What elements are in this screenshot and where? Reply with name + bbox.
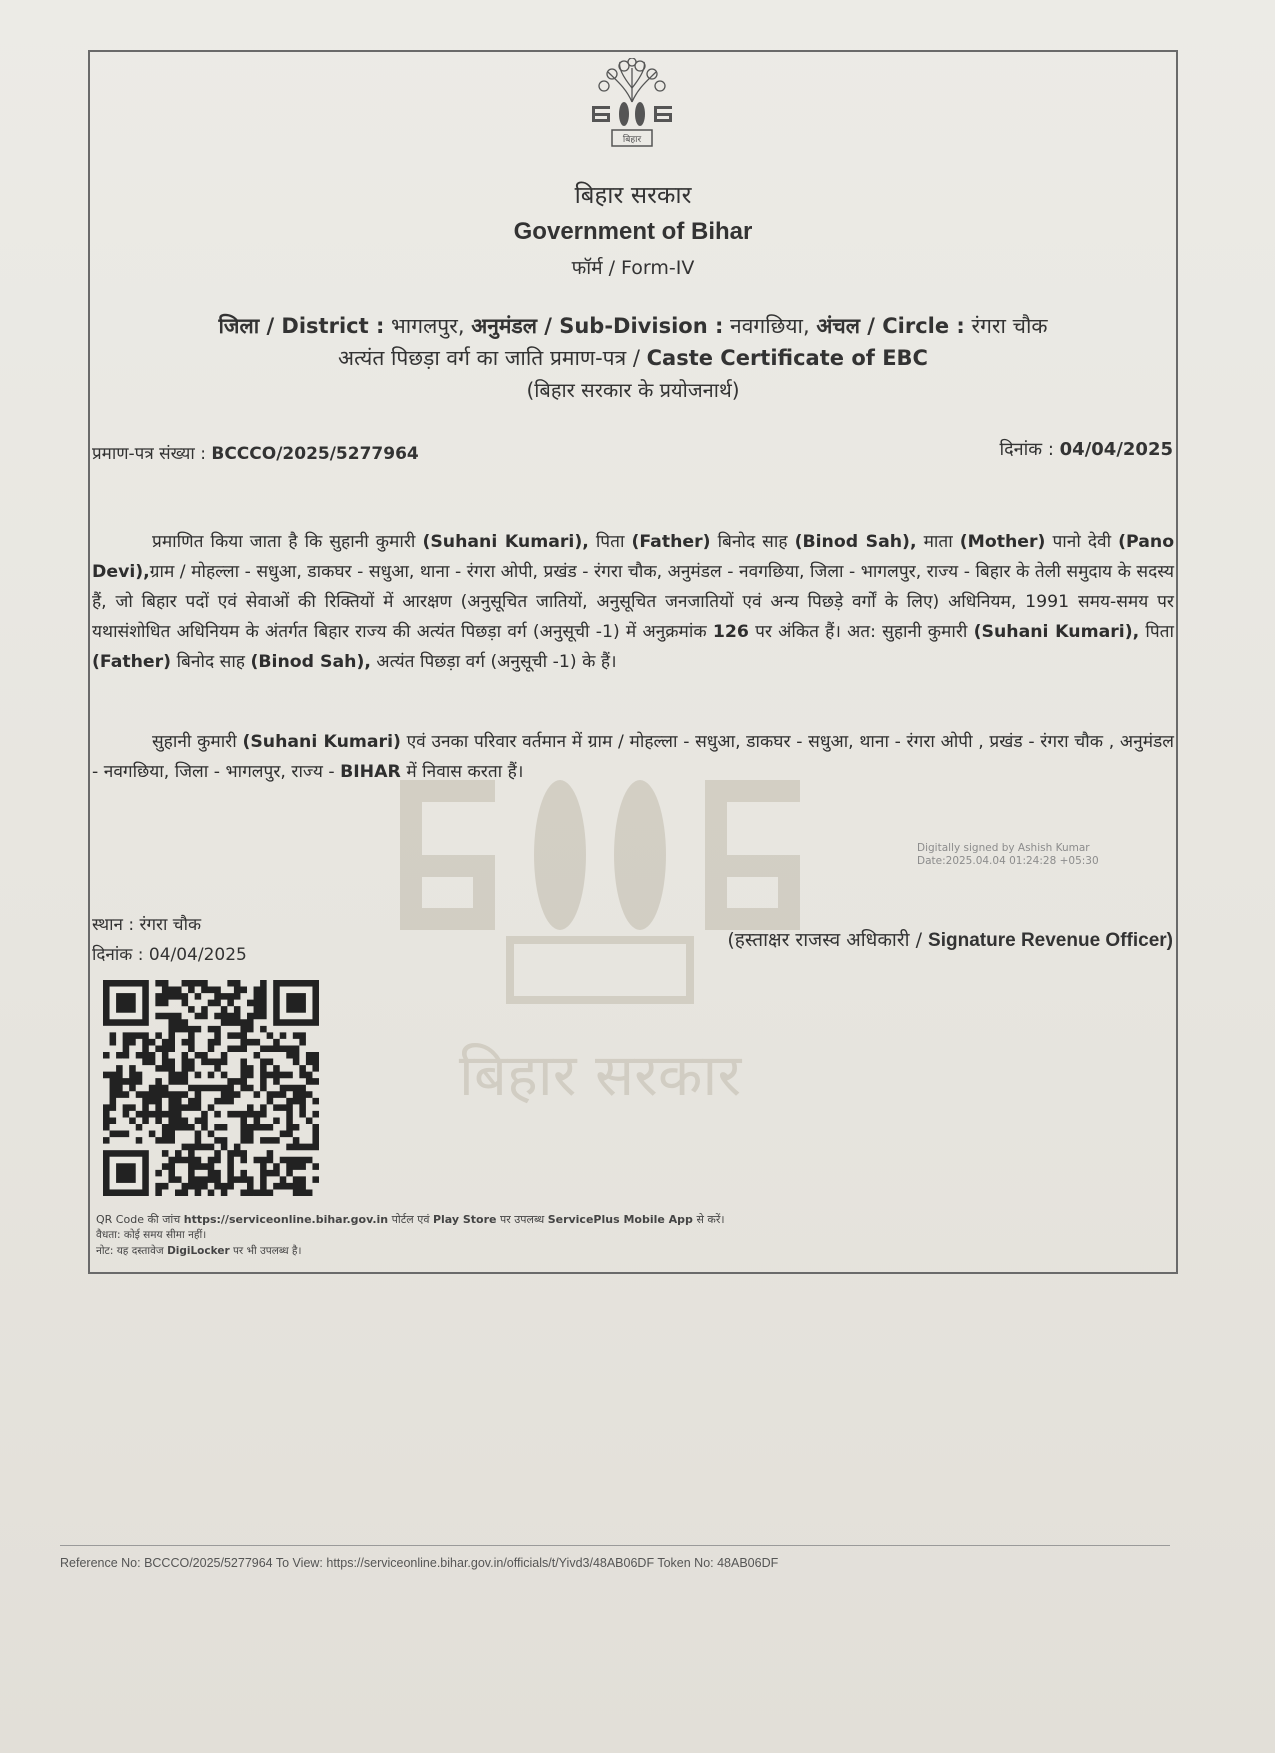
certificate-title-hindi: अत्यंत पिछड़ा वर्ग का जाति प्रमाण-पत्र / — [338, 346, 640, 370]
certificate-purpose: (बिहार सरकार के प्रयोजनार्थ) — [526, 378, 740, 402]
government-title: Government of Bihar — [513, 218, 753, 245]
digital-signature-date: Date:2025.04.04 01:24:28 +05:30 — [917, 855, 1099, 867]
footer-date-label: दिनांक : — [92, 945, 144, 965]
circle-label: अंचल / Circle : — [816, 314, 965, 338]
text-segment: QR Code की जांच — [96, 1213, 181, 1226]
place — [92, 912, 201, 935]
play-store-label: Play Store — [432, 1213, 497, 1226]
watermark-text: बिहार सरकार — [458, 1041, 742, 1109]
issue-date — [999, 437, 1173, 461]
mother-label: (Mother) — [959, 532, 1046, 552]
qr-code — [103, 980, 319, 1196]
signature-label — [727, 926, 1173, 952]
text-segment: बिनोद साह — [176, 652, 245, 672]
certificate-number-value: BCCCO/2025/5277964 — [211, 444, 419, 464]
father-name: (Binod Sah), — [250, 652, 371, 672]
subdivision-label: अनुमंडल / Sub-Division : — [471, 314, 724, 338]
text-segment: पिता — [595, 532, 625, 552]
text-segment: माता — [923, 532, 953, 552]
text-segment: एवं उनका परिवार वर्तमान में ग्राम / मोहल्ला - सधुआ, डाकघर - सधुआ, थाना - रंगरा ओपी , प्रखंड - रंगरा चौक , अनुमंडल - नवगछिया, जिला - भागलपुर, राज्य - — [92, 732, 1175, 782]
reference-divider — [60, 1545, 1170, 1546]
text-segment: पानो देवी — [1052, 532, 1112, 552]
text-segment: में निवास करता हैं। — [406, 762, 524, 782]
certificate-title-english: Caste Certificate of EBC — [646, 346, 928, 370]
text-segment: पिता — [1145, 622, 1174, 642]
issue-date-value: 04/04/2025 — [1059, 439, 1173, 460]
residence-paragraph — [92, 727, 1174, 787]
mother-name: (Pano Devi), — [92, 532, 1175, 582]
digilocker-label: DigiLocker — [167, 1245, 230, 1257]
district-value: भागलपुर, — [391, 314, 465, 338]
father-label: (Father) — [631, 532, 711, 552]
bihar-emblem-logo — [586, 58, 678, 154]
applicant-name: (Suhani Kumari), — [422, 532, 589, 552]
certificate-title — [88, 344, 1178, 372]
digital-signature-signer: Digitally signed by Ashish Kumar — [917, 842, 1090, 854]
place-value: रंगरा चौक — [139, 915, 202, 935]
footer-date — [92, 942, 247, 965]
district-label: जिला / District : — [218, 314, 385, 338]
reference-line: Reference No: BCCCO/2025/5277964 To View: https://serviceonline.bihar.gov.in/officials/t/Yivd3/48AB06DF Token No: 48AB06DF — [60, 1556, 779, 1570]
digital-signature — [917, 842, 1099, 868]
text-segment: पोर्टल एवं — [391, 1213, 430, 1226]
serial-number: 126 — [712, 622, 749, 642]
text-segment: नोट: यह दस्तावेज — [96, 1245, 164, 1257]
state-name: BIHAR — [340, 762, 401, 782]
issue-date-label: दिनांक : — [999, 439, 1054, 460]
certification-paragraph — [92, 527, 1174, 677]
text-segment: ग्राम / मोहल्ला - सधुआ, डाकघर - सधुआ, थाना - रंगरा ओपी, प्रखंड - रंगरा चौक, अनुमंडल - नवगछिया, जिला - भागलपुर, राज्य - बिहार के तेली समुदाय के सदस्य हैं, जो बिहार पदों एवं सेवाओं की रिक्तियों में आरक्षण (अनुसूचित जातियों, अनुसूचित जनजातियों एवं अन्य पिछड़े वर्गों के लिए) अधिनियम, 1991 समय-समय पर यथासंशोधित अधिनियम के अंतर्गत बिहार राज्य की अत्यंत पिछड़ा वर्ग (अनुसूची -1) में अनुक्रमांक — [92, 562, 1174, 642]
applicant-name: (Suhani Kumari), — [973, 622, 1140, 642]
form-number: फॉर्म / Form-IV — [571, 257, 695, 279]
district-line — [88, 312, 1178, 340]
signature-label-english: Signature Revenue Officer) — [928, 930, 1173, 951]
footer-date-value: 04/04/2025 — [148, 945, 247, 965]
father-label: (Father) — [92, 652, 172, 672]
hindi-government-title: बिहार सरकार — [574, 181, 692, 209]
text-segment: बिनोद साह — [717, 532, 788, 552]
text-segment: से करें। — [696, 1213, 725, 1226]
certificate-number-label: प्रमाण-पत्र संख्या : — [92, 444, 206, 464]
emblem-label: बिहार — [622, 135, 642, 145]
qr-verification-note — [96, 1212, 996, 1227]
digilocker-note — [96, 1244, 996, 1258]
app-name: ServicePlus Mobile App — [547, 1213, 693, 1226]
circle-value: रंगरा चौक — [971, 314, 1048, 338]
validity-note: वैधता: कोई समय सीमा नहीं। — [96, 1229, 207, 1241]
signature-label-hindi: (हस्ताक्षर राजस्व अधिकारी / — [727, 929, 922, 951]
text-segment: प्रमाणित किया जाता है कि सुहानी कुमारी — [152, 532, 416, 552]
certificate-number — [92, 441, 419, 464]
portal-url: https://serviceonline.bihar.gov.in — [183, 1213, 389, 1226]
place-label: स्थान : — [92, 915, 135, 935]
applicant-name: (Suhani Kumari) — [242, 732, 401, 752]
text-segment: पर भी उपलब्ध है। — [232, 1245, 302, 1257]
subdivision-value: नवगछिया, — [730, 314, 810, 338]
text-segment: पर उपलब्ध — [499, 1213, 545, 1226]
text-segment: सुहानी कुमारी — [152, 732, 237, 752]
text-segment: अत्यंत पिछड़ा वर्ग (अनुसूची -1) के हैं। — [376, 652, 617, 672]
father-name: (Binod Sah), — [794, 532, 917, 552]
text-segment: पर अंकित हैं। अत: सुहानी कुमारी — [755, 622, 968, 642]
